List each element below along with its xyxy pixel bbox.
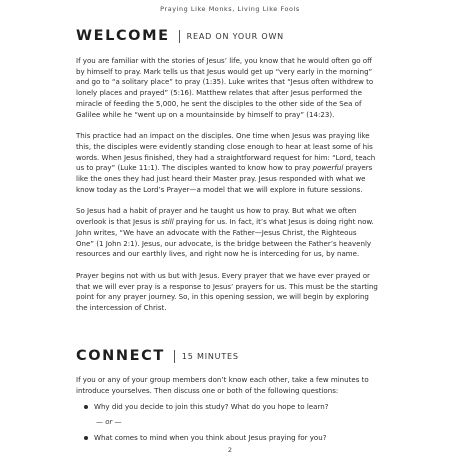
emphasized-word: still	[161, 217, 174, 227]
header-divider	[179, 30, 180, 43]
text-line: resources and our earthly lives, and right now he is interceding for us, by name.	[76, 249, 360, 259]
question-text: What comes to mind when you think about Jesus praying for you?	[94, 433, 327, 442]
connect-title: CONNECT	[76, 348, 165, 364]
text-line: lonely places and prayed” (5:16). Matthew relates that after Jesus performed the	[76, 88, 362, 98]
or-separator: — or —	[96, 418, 122, 426]
running-head: Praying Like Monks, Living Like Fools	[160, 5, 300, 13]
header-divider	[174, 350, 175, 363]
paragraph-1	[76, 56, 388, 120]
text-line: like the ones they had just heard their Master pray. Jesus responded with what we	[76, 174, 366, 184]
text-line: So Jesus had a habit of prayer and he taught us how to pray. But what we often	[76, 206, 357, 216]
welcome-subtitle: READ ON YOUR OWN	[186, 31, 284, 41]
text-line: This practice had an impact on the disciples. One time when Jesus was praying like	[76, 131, 370, 141]
text-line: know today as the Lord’s Prayer—a model that we will explore in future sessions.	[76, 184, 363, 194]
text-line: by himself to pray. Mark tells us that Jesus would get up “very early in the morning”	[76, 66, 373, 76]
text-line: miracle of feeding the 5,000, he sent the disciples to the other side of the Sea of	[76, 98, 362, 108]
connect-header	[76, 348, 239, 364]
paragraph-2	[76, 131, 388, 195]
bullet-icon	[84, 405, 88, 409]
question-text: Why did you decide to join this study? What do you hope to learn?	[94, 402, 329, 411]
text-line: If you are familiar with the stories of Jesus’ life, you know that he would often go off	[76, 56, 372, 65]
text-line: One” (1 John 2:1). Jesus, our advocate, is the bridge between the Father’s heavenly	[76, 238, 372, 248]
text-line: us to pray” (Luke 11:1). The disciples wanted to know how to pray powerful prayers	[76, 163, 373, 173]
text-line: this, the disciples were evidently standing close enough to hear at least some of his	[76, 141, 373, 151]
text-line: introduce yourselves. Then discuss one or both of the following questions:	[76, 385, 339, 395]
text-line: that we will ever pray is a response to Jesus’ prayers for us. This must be the starting	[76, 281, 378, 291]
paragraph-3	[76, 206, 388, 260]
text-line: words. When Jesus finished, they had a straightforward request for him: “Lord, teach	[76, 152, 376, 162]
text-line: Galilee while he “went up on a mountainside by himself to pray” (14:23).	[76, 109, 335, 119]
text-line: overlook is that Jesus is still praying for us. In fact, it’s what Jesus is doing right now.	[76, 217, 374, 227]
text-line: Prayer begins not with us but with Jesus. Every prayer that we have ever prayed or	[76, 270, 370, 280]
text-line: If you or any of your group members don’t know each other, take a few minutes to	[76, 375, 369, 384]
connect-intro	[76, 375, 388, 396]
text-line: the intercession of Christ.	[76, 303, 167, 313]
paragraph-4	[76, 271, 388, 314]
text-line: and go to “a solitary place” to pray (1:35). Luke writes that “Jesus often withdrew to	[76, 77, 374, 87]
connect-subtitle: 15 MINUTES	[181, 351, 239, 361]
text-line: John writes, “We have an advocate with the Father—Jesus Christ, the Righteous	[76, 227, 357, 237]
welcome-body	[76, 56, 388, 325]
page-number: 2	[227, 446, 233, 454]
emphasized-word: powerful	[312, 163, 344, 173]
bullet-icon	[84, 436, 88, 440]
text-line: point for any prayer journey. So, in this opening session, we will begin by exploring	[76, 292, 369, 302]
welcome-title: WELCOME	[76, 28, 170, 44]
welcome-header	[76, 28, 284, 44]
